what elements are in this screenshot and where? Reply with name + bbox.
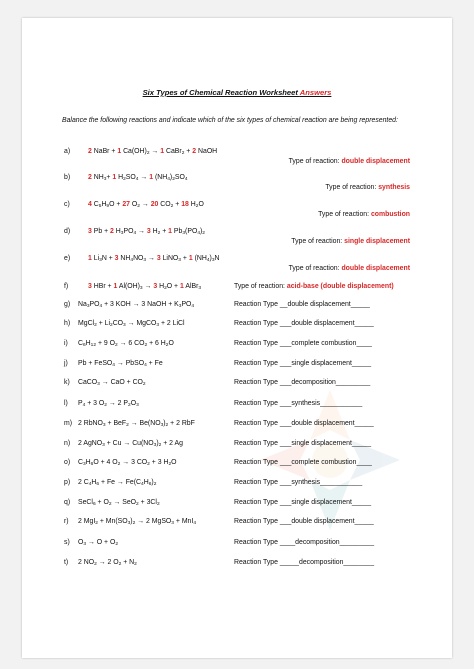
reaction-type-s: Reaction Type ____decomposition_________ [234,539,375,546]
item-letter: h) [64,320,71,327]
equation-b: 2 $NH_3+ 1$ $H_2SO_4 \to 1$ $(NH_4)_2SO_4$ [88,174,188,183]
reaction-type-e: Type of reaction: double displacement [288,265,410,272]
item-letter: i) [64,340,68,347]
reaction-type-m: Reaction Type ___double displacement_____ [234,420,374,427]
reaction-row-r [0,518,474,532]
title-main: Six Types of Chemical Reaction Worksheet [142,88,300,97]
reaction-row-i [0,340,474,354]
reaction-type-l: Reaction Type ___synthesis___________ [234,400,363,407]
item-letter: n) [64,440,71,447]
reaction-row-p [0,479,474,493]
item-letter: j) [64,360,68,367]
reaction-type-p: Reaction Type ___synthesis___________ [234,479,363,486]
equation-m: 2 RbNO$_3$ + $BeF_2 \to Be(NO_3)_2 + 2$ RbF [78,420,195,429]
item-letter: o) [64,459,71,466]
equation-a: 2 NaBr + 1 $Ca(OH)_2 \to 1$ CaBr$_2$ + 2 NaOH [88,148,218,157]
reaction-type-j: Reaction Type ___single displacement_____ [234,360,372,367]
reaction-type-b: Type of reaction: synthesis [325,184,410,191]
reaction-row-g [0,301,474,315]
equation-l: $P_4 + 3$ $O_2 \to 2$ $P_2O_3$ [78,400,139,409]
item-letter: r) [64,518,69,525]
equation-p: 2 $C_4H_6 + Fe \to Fe(C_4H_6)_2$ [78,479,157,488]
reaction-type-h: Reaction Type ___double displacement_____ [234,320,374,327]
equation-r: 2 $MgI_2 + Mn(SO_3)_2 \to 2$ MgSO$_3$ + MnI$_4$ [78,518,196,527]
reaction-row-h [0,320,474,334]
reaction-type-a: Type of reaction: double displacement [288,158,410,165]
equation-g: $Na_3PO_4 + 3$ KOH → 3 NaOH + $K_3PO_4$ [78,301,195,310]
reaction-row-f [0,283,474,297]
reaction-row-m [0,420,474,434]
reaction-row-n [0,440,474,454]
item-letter: s) [64,539,70,546]
reaction-type-r: Reaction Type ___double displacement_____ [234,518,374,525]
item-letter: q) [64,499,71,506]
equation-c: 4 $C_5H_9O + 27$ $O_2 \to 20$ $CO_2 + 18$ $H_2O$ [88,201,204,210]
item-letter: t) [64,559,69,566]
worksheet-title [0,88,474,97]
item-letter: k) [64,379,70,386]
reaction-type-n: Reaction Type ___single displacement_____ [234,440,372,447]
reaction-type-d: Type of reaction: single displacement [291,238,410,245]
item-letter: c) [64,201,70,208]
equation-j: Pb + FeSO$_4$ → PbSO$_4$ + Fe [78,360,163,369]
equation-o: $C_3H_6O + 4$ $O_2 \to 3$ $CO_2 + 3$ $H_2O$ [78,459,177,468]
item-letter: f) [64,283,69,290]
item-letter: d) [64,228,71,235]
item-letter: e) [64,255,71,262]
reaction-type-t: Reaction Type _____decomposition________ [234,559,375,566]
equation-e: 1 $Li_3N + 3$ $NH_4NO_3 \to 3$ LiNO$_3$ + 1 $(NH_4)_3N$ [88,255,220,264]
equation-n: 2 AgNO$_3$ + $Cu \to Cu(NO_3)_2 + 2$ Ag [78,440,183,449]
item-letter: g) [64,301,71,308]
reaction-row-j [0,360,474,374]
reaction-type-i: Reaction Type ___complete combustion____ [234,340,372,347]
equation-f: 3 HBr + 1 $Al(OH)_3 \to 3$ $H_2O + 1$ AlBr$_3$ [88,283,202,292]
reaction-row-t [0,559,474,573]
reaction-type-f: Type of reaction: acid-base (double displacement) [234,283,394,290]
reaction-type-g: Reaction Type __double displacement_____ [234,301,370,308]
equation-k: CaCO$_3$ → CaO + $CO_2$ [78,379,146,388]
equation-q: SeCl$_6$ + $O_2 \to SeO_2 + 3Cl_2$ [78,499,160,508]
equation-s: $O_3 \to O + O_2$ [78,539,119,548]
item-letter: l) [64,400,68,407]
reaction-row-l [0,400,474,414]
reaction-row-k [0,379,474,393]
instructions: Balance the following reactions and indicate which of the six types of chemical reaction are being represented: [62,117,398,124]
reaction-type-c: Type of reaction: combustion [318,211,410,218]
item-letter: p) [64,479,71,486]
equation-i: $C_6H_{12} + 9$ $O_2 \to 6$ $CO_2 + 6$ $H_2O$ [78,340,174,349]
reaction-type-o: Reaction Type ___complete combustion____ [234,459,372,466]
title-answers: Answers [299,88,332,97]
item-letter: a) [64,148,71,155]
reaction-type-k: Reaction Type ___decomposition_________ [234,379,371,386]
item-letter: b) [64,174,71,181]
reaction-row-s [0,539,474,553]
equation-t: 2 $NO_2 \to 2$ $O_2 + N_2$ [78,559,137,568]
reaction-row-o [0,459,474,473]
reaction-row-q [0,499,474,513]
equation-h: MgCl$_2$ + $Li_2CO_3$ → MgCO$_3$ + 2 LiCl [78,320,185,329]
equation-d: 3 Pb + 2 $H_3PO_4 \to 3$ $H_2 + 1$ $Pb_3(PO_4)_2$ [88,228,205,237]
reaction-type-q: Reaction Type ___single displacement_____ [234,499,372,506]
item-letter: m) [64,420,73,427]
